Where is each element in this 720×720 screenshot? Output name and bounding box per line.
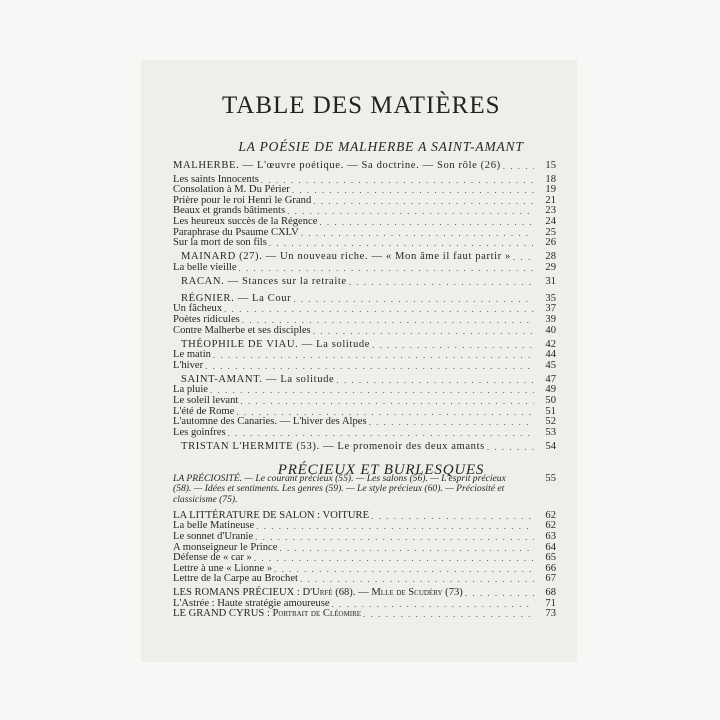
toc-entry-label: LES ROMANS PRÉCIEUX : D'Urfé (68). — Mlle de Scudéry (73)	[173, 587, 463, 599]
toc-page-number: 47	[545, 373, 556, 385]
toc-entry	[173, 609, 556, 620]
toc-entry-label: Les heureux succès de la Régence	[173, 215, 318, 227]
toc-entry-label: Le soleil levant	[173, 394, 239, 406]
leader-dots	[256, 521, 534, 532]
toc-entry	[173, 417, 556, 428]
toc-page-number: 51	[545, 405, 556, 417]
toc-entry-label: MAINARD (27). — Un nouveau riche. — « Mon âme il faut partir »	[181, 251, 511, 263]
toc-page-number: 40	[545, 324, 556, 336]
toc-entry	[173, 574, 556, 585]
toc-entry-label: RACAN. — Stances sur la retraite	[181, 275, 347, 287]
leader-dots	[313, 196, 534, 207]
toc-entry-label: THÉOPHILE DE VIAU. — La solitude	[181, 338, 371, 350]
toc-list	[173, 159, 556, 620]
leader-dots	[293, 294, 534, 305]
toc-entry-label: TRISTAN L'HERMITE (53). — Le promenoir des deux amants	[181, 440, 485, 452]
leader-dots	[292, 185, 534, 196]
toc-page-number: 65	[545, 552, 556, 564]
leader-dots	[269, 238, 534, 249]
toc-entry-label: L'été de Rome	[173, 405, 235, 417]
toc-page-number: 15	[545, 160, 556, 171]
leader-dots	[349, 277, 534, 288]
toc-entry-label: Contre Malherbe et ses disciples	[173, 324, 311, 336]
leader-dots	[279, 543, 534, 554]
toc-entry	[173, 396, 556, 407]
toc-entry-label: Beaux et grands bâtiments	[173, 205, 286, 217]
page-title: TABLE DES MATIÈRES	[222, 92, 501, 119]
toc-page-number: 73	[545, 608, 556, 620]
leader-dots	[465, 588, 534, 599]
toc-entry	[173, 361, 556, 372]
toc-page-number: 71	[545, 597, 556, 609]
leader-dots	[300, 574, 534, 585]
leader-dots	[363, 609, 534, 620]
toc-entry-label: Paraphrase du Psaume CXLV	[173, 226, 299, 238]
toc-page-number: 62	[545, 520, 556, 532]
toc-entry-label: L'automne des Canaries. — L'hiver des Alpes	[173, 416, 367, 428]
toc-entry-label: La belle vieille	[173, 261, 237, 273]
toc-page-number: 64	[545, 541, 556, 553]
toc-page-number: 66	[545, 562, 556, 574]
toc-entry-label: A monseigneur le Prince	[173, 541, 278, 553]
toc-page-number: 54	[545, 440, 556, 452]
toc-entry	[173, 263, 556, 274]
toc-entry-label: Poètes ridicules	[173, 313, 240, 325]
leader-dots	[313, 326, 534, 337]
toc-entry-label: Lettre à une « Lionne »	[173, 562, 273, 574]
toc-page-number: 49	[545, 384, 556, 396]
toc-page-number: 29	[545, 261, 556, 273]
toc-entry	[173, 217, 556, 228]
toc-page-number: 67	[545, 573, 556, 585]
toc-entry	[173, 428, 556, 439]
leader-dots	[242, 315, 534, 326]
leader-dots	[261, 175, 534, 186]
toc-entry-label: Un fâcheux	[173, 303, 223, 315]
toc-entry	[173, 315, 556, 326]
toc-page-number: 45	[545, 359, 556, 371]
toc-page-number: 26	[545, 237, 556, 249]
toc-page-number: 37	[545, 303, 556, 315]
toc-entry	[173, 338, 556, 350]
toc-entry-label: Les goinfres	[173, 426, 226, 438]
toc-entry-label: Prière pour le roi Henri le Grand	[173, 194, 312, 206]
leader-dots	[372, 340, 534, 351]
toc-entry-label: SAINT-AMANT. — La solitude	[181, 373, 335, 385]
toc-page-number: 35	[545, 292, 556, 304]
toc-entry-label: L'hiver	[173, 359, 204, 371]
toc-entry-label: Lettre de la Carpe au Brochet	[173, 573, 299, 585]
leader-dots	[274, 564, 534, 575]
leader-dots	[301, 228, 534, 239]
toc-entry-label: Défense de « car »	[173, 552, 252, 564]
toc-entry	[173, 161, 556, 172]
toc-entry-label: LA LITTÉRATURE DE SALON : VOITURE	[173, 509, 370, 521]
toc-entry-label: RÉGNIER. — La Cour	[181, 292, 292, 304]
leader-dots	[336, 375, 534, 386]
toc-entry	[173, 350, 556, 361]
toc-page-number: 19	[545, 184, 556, 196]
toc-page-number: 50	[545, 394, 556, 406]
preciosite-summary-text: LA PRÉCIOSITÉ. — Le courant précieux (55). — Les salons (56). — L'esprit précieux (58). — Idées et sentiments. Les genres (59). — Le style précieux (60). — Préciosité et classicisme (75).	[173, 473, 506, 505]
toc-page-number: 44	[545, 349, 556, 361]
toc-entry	[173, 373, 556, 385]
toc-page-number: 62	[545, 509, 556, 521]
toc-entry-label: Les saints Innocents	[173, 173, 259, 185]
toc-page-number: 39	[545, 313, 556, 325]
toc-entry-label: Le matin	[173, 349, 211, 361]
leader-dots	[213, 350, 534, 361]
toc-page-number: 28	[545, 251, 556, 263]
leader-dots	[319, 217, 534, 228]
toc-entry	[173, 440, 556, 452]
toc-entry	[173, 251, 556, 263]
leader-dots	[210, 385, 534, 396]
leader-dots	[287, 206, 534, 217]
leader-dots	[254, 553, 534, 564]
leader-dots	[513, 252, 534, 263]
toc-entry-label: La pluie	[173, 384, 209, 396]
toc-page-number: 42	[545, 338, 556, 350]
toc-page-number: 21	[545, 194, 556, 206]
leader-dots	[239, 263, 534, 274]
toc-entry	[173, 326, 556, 337]
toc-page-number: 24	[545, 215, 556, 227]
leader-dots	[255, 532, 534, 543]
section-title: PRÉCIEUX ET BURLESQUES	[277, 462, 485, 478]
leader-dots	[224, 304, 534, 315]
book-page	[141, 60, 577, 662]
leader-dots	[240, 396, 534, 407]
toc-page-number: 68	[545, 587, 556, 599]
toc-entry-label: MALHERBE. — L'œuvre poétique. — Sa doctrine. — Son rôle (26)	[173, 160, 501, 171]
toc-page-number: 23	[545, 205, 556, 217]
toc-entry	[173, 292, 556, 304]
toc-entry	[173, 238, 556, 249]
toc-entry-label: La belle Matineuse	[173, 520, 255, 532]
leader-dots	[205, 361, 534, 372]
toc-page-number: 63	[545, 531, 556, 543]
toc-entry-label: Consolation à M. Du Périer	[173, 184, 290, 196]
leader-dots	[487, 442, 534, 453]
leader-dots	[332, 599, 534, 610]
leader-dots	[228, 428, 534, 439]
toc-page-number: 25	[545, 226, 556, 238]
toc-page-number: 52	[545, 416, 556, 428]
toc-entry-label: LE GRAND CYRUS : Portrait de Cléomire	[173, 608, 362, 620]
toc-page-number: 55	[545, 473, 556, 485]
toc-entry-label: L'Astrée : Haute stratégie amoureuse	[173, 597, 330, 609]
toc-entry-label: Sur la mort de son fils	[173, 237, 267, 249]
toc-entry	[173, 275, 556, 287]
leader-dots	[371, 511, 534, 522]
toc-page-number: 18	[545, 173, 556, 185]
leader-dots	[503, 161, 534, 172]
leader-dots	[369, 417, 534, 428]
toc-page-number: 31	[545, 275, 556, 287]
toc-page-number: 53	[545, 426, 556, 438]
toc-entry-label: Le sonnet d'Uranie	[173, 531, 254, 543]
section-title: LA POÉSIE DE MALHERBE A SAINT-AMANT	[238, 139, 524, 154]
